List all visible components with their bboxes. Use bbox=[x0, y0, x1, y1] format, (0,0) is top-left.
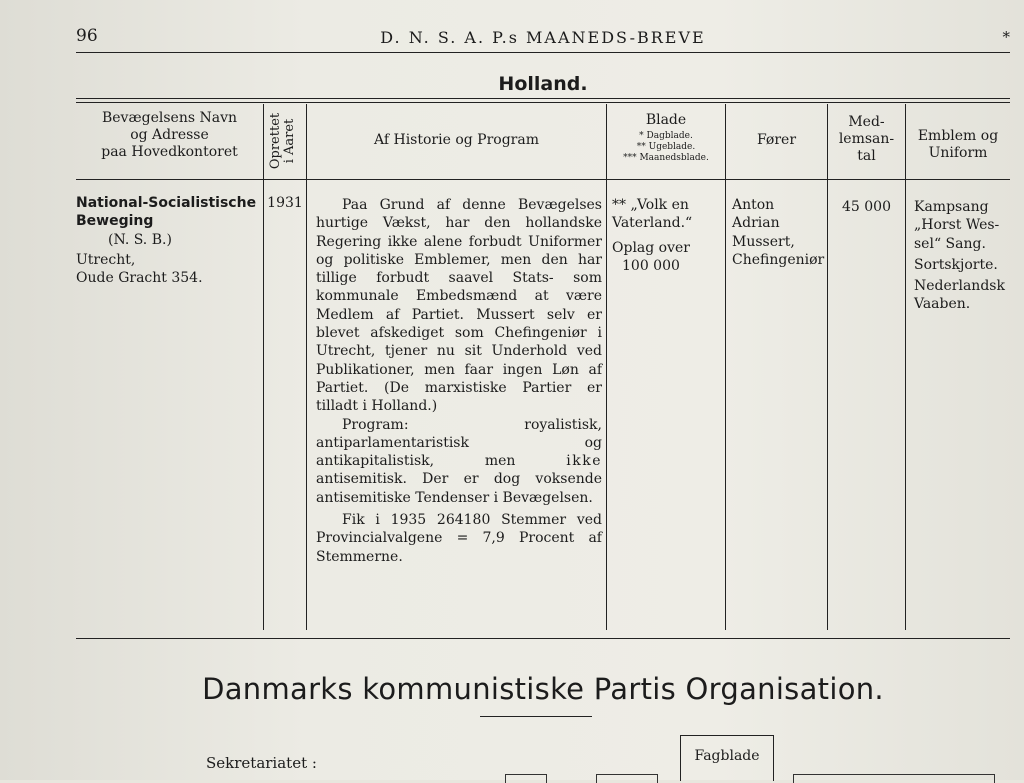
next-section-title: Danmarks kommunistiske Partis Organisation. bbox=[202, 672, 884, 706]
header-founded bbox=[265, 106, 301, 176]
emblem-line: „Horst Wes- bbox=[914, 217, 1000, 234]
table-top-rule-inner bbox=[76, 102, 1010, 103]
paper-title: ** „Volk en bbox=[612, 197, 689, 213]
trade-papers-box bbox=[680, 735, 774, 781]
movement-abbreviation: (N. S. B.) bbox=[108, 231, 172, 248]
emblem-line: sel“ Sang. bbox=[914, 235, 986, 252]
history-program-text bbox=[316, 196, 602, 566]
papers-cell bbox=[612, 196, 724, 275]
header-name-address bbox=[76, 110, 263, 161]
secretariat-label: Sekretariatet : bbox=[206, 754, 317, 772]
members-count: 45 000 bbox=[842, 199, 891, 215]
emblem-line: Kampsang bbox=[914, 199, 989, 215]
history-paragraph: Paa Grund af denne Bevægelses hurtige Vækst, har den hollandske Regering ikke alene forbudt Uniformer og politiske Emblemer, men den har tillige forbudt saavel Stats- som kommunale Embedsmænd at være Medlem af Partiet. Mussert selv er blevet afskediget som Chefingeniør i Utrecht, tjener nu sit Underhold ved Publikationer, men faar ingen Løn af Partiet. (De marxistiske Partier er tilladt i Holland.) bbox=[316, 197, 602, 415]
header-founded-text: Oprettet i Aaret bbox=[268, 112, 297, 170]
emblem-cell bbox=[914, 198, 1010, 314]
address-line: Utrecht, bbox=[76, 251, 136, 268]
leader-line: Mussert, bbox=[732, 233, 795, 250]
address-line: Oude Gracht 354. bbox=[76, 270, 203, 287]
header-leader: Fører bbox=[756, 132, 797, 148]
header-members-line: Med- bbox=[848, 114, 885, 130]
header-members-line: tal bbox=[857, 148, 876, 164]
leader-line: Chefingeniør bbox=[732, 251, 825, 268]
program-text: royalistisk, antiparlamentaristisk og antikapitalistisk, men bbox=[316, 416, 602, 470]
program-lead: Program: bbox=[342, 416, 409, 433]
papers-legend-weekly: ** Ugeblade. bbox=[636, 142, 696, 152]
header-members bbox=[828, 114, 905, 165]
circulation: 100 000 bbox=[622, 257, 680, 274]
header-bottom-rule bbox=[76, 179, 1010, 180]
founded-year: 1931 bbox=[267, 195, 303, 211]
movement-name: National-Socialistische bbox=[76, 195, 257, 211]
org-chart-box-stub bbox=[596, 774, 658, 783]
section-title: Holland. bbox=[498, 73, 588, 95]
table-top-rule bbox=[76, 98, 1010, 99]
title-rule bbox=[480, 716, 592, 717]
column-rule bbox=[905, 104, 906, 630]
votes-paragraph: Fik i 1935 264180 Stemmer ved Provincialvalgene = 7,9 Procent af Stemmerne. bbox=[316, 512, 602, 565]
header-members-line: lemsan- bbox=[838, 131, 895, 147]
program-text-cont: antisemitisk. Der er dog voksende antisemitiske Tendenser i Bevægelsen. bbox=[316, 471, 602, 506]
emblem-line: Sortskjorte. bbox=[914, 256, 998, 273]
header-name-line: paa Hovedkontoret bbox=[101, 144, 238, 160]
header-name-line: Bevægelsens Navn bbox=[101, 110, 237, 126]
org-chart-box-stub bbox=[505, 774, 547, 783]
trade-papers-label: Fagblade bbox=[694, 748, 760, 764]
leader-line: Anton bbox=[732, 197, 775, 213]
header-papers-title: Blade bbox=[645, 112, 687, 128]
papers-legend-monthly: *** Maanedsblade. bbox=[623, 153, 709, 163]
header-history: Af Historie og Program bbox=[374, 132, 539, 148]
program-paragraph bbox=[316, 416, 602, 507]
column-rule bbox=[263, 104, 264, 630]
program-emphasis: ikke bbox=[566, 453, 602, 470]
column-rule bbox=[606, 104, 607, 630]
table-bottom-rule bbox=[76, 638, 1010, 639]
leader-line: Adrian bbox=[732, 215, 780, 232]
running-header bbox=[76, 26, 1010, 52]
column-rule bbox=[725, 104, 726, 630]
emblem-line: Vaaben. bbox=[914, 296, 971, 313]
circulation: Oplag over bbox=[612, 239, 690, 256]
leader-cell bbox=[732, 196, 827, 269]
column-rule bbox=[827, 104, 828, 630]
emblem-line: Nederlandsk bbox=[914, 278, 1005, 295]
header-emblem bbox=[906, 128, 1010, 162]
column-rule bbox=[306, 104, 307, 630]
header-mark: * bbox=[1002, 28, 1010, 46]
running-title: D. N. S. A. P.s MAANEDS-BREVE bbox=[380, 28, 706, 47]
header-name-line: og Adresse bbox=[130, 127, 209, 143]
header-papers bbox=[607, 112, 725, 164]
papers-legend-daily: * Dagblade. bbox=[639, 131, 693, 141]
page-number: 96 bbox=[76, 26, 98, 46]
header-emblem-line: Emblem og bbox=[917, 128, 999, 144]
header-rule bbox=[76, 52, 1010, 53]
org-chart-box-stub bbox=[793, 774, 995, 783]
movement-name: Beweging bbox=[76, 213, 154, 230]
movement-name-cell bbox=[76, 194, 260, 287]
header-emblem-line: Uniform bbox=[928, 145, 988, 161]
movements-table bbox=[76, 98, 1010, 640]
paper-title: Vaterland.“ bbox=[612, 215, 693, 232]
